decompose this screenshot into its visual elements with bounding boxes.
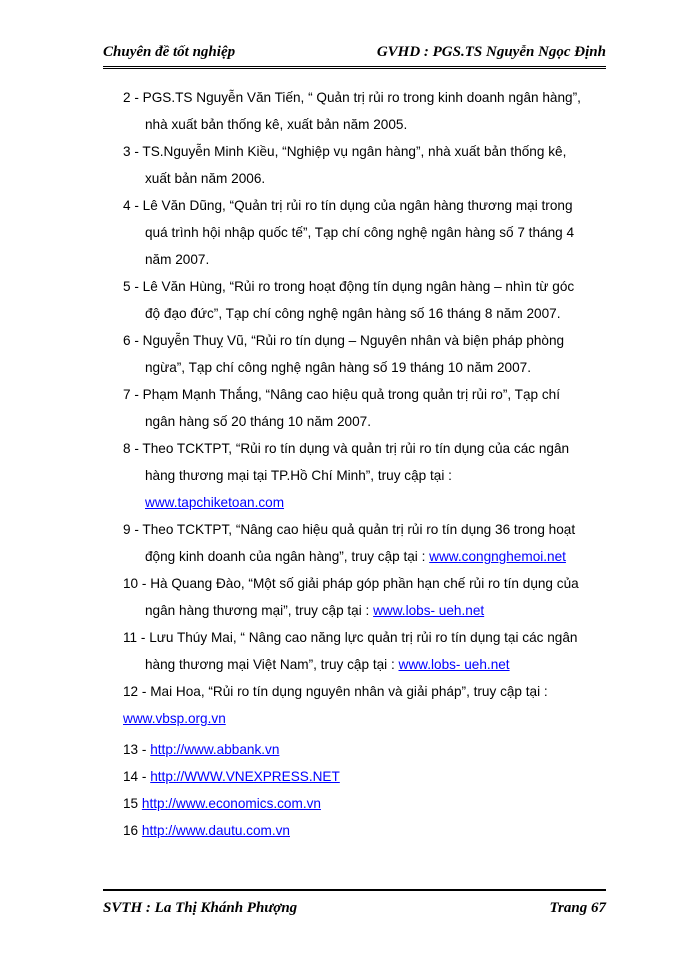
reference-item: 11 - Lưu Thúy Mai, “ Nâng cao năng lực quản trị rủi ro tín dụng tại các ngân hàng thương mại Việt Nam”, truy cập tại : www.lobs- ueh.net: [123, 630, 578, 672]
reference-link[interactable]: www.vbsp.org.vn: [123, 711, 226, 726]
reference-link[interactable]: www.lobs- ueh.net: [373, 603, 485, 618]
reference-link[interactable]: http://www.abbank.vn: [150, 742, 280, 757]
header-rule: [103, 66, 606, 71]
reference-item: 13 - http://www.abbank.vn: [123, 742, 280, 757]
reference-item: 10 - Hà Quang Đào, “Một số giải pháp góp phần hạn chế rủi ro tín dụng của ngân hàng thương mại”, truy cập tại : www.lobs- ueh.net: [123, 576, 579, 618]
reference-item: 14 - http://WWW.VNEXPRESS.NET: [123, 769, 340, 784]
reference-link[interactable]: www.lobs- ueh.net: [398, 657, 510, 672]
footer-left-text: SVTH : La Thị Khánh Phượng: [103, 900, 298, 916]
page-header: [103, 42, 606, 64]
reference-link[interactable]: www.tapchiketoan.com: [145, 495, 285, 510]
reference-link[interactable]: http://www.economics.com.vn: [141, 796, 321, 811]
reference-item: 15 http://www.economics.com.vn: [123, 796, 321, 811]
reference-link[interactable]: http://WWW.VNEXPRESS.NET: [150, 769, 340, 784]
reference-item: 6 - Nguyễn Thuỵ Vũ, “Rủi ro tín dụng – Nguyên nhân và biện pháp phòng ngừa”, Tạp chí công nghệ ngân hàng số 19 tháng 10 năm 2007.: [123, 333, 565, 375]
page-footer: [103, 900, 606, 920]
reference-item: 3 - TS.Nguyễn Minh Kiều, “Nghiệp vụ ngân hàng”, nhà xuất bản thống kê, xuất bản năm 2006.: [123, 144, 567, 186]
reference-list: [123, 84, 593, 844]
reference-item: 16 http://www.dautu.com.vn: [123, 823, 290, 838]
reference-item: 2 - PGS.TS Nguyễn Văn Tiến, “ Quản trị rủi ro trong kinh doanh ngân hàng”, nhà xuất bản thống kê, xuất bản năm 2005.: [123, 90, 581, 132]
footer-rule: [103, 889, 606, 891]
reference-item: 5 - Lê Văn Hùng, “Rủi ro trong hoạt động tín dụng ngân hàng – nhìn từ góc độ đạo đức”, Tạp chí công nghệ ngân hàng số 16 tháng 8 năm 2007.: [123, 279, 575, 321]
page-number: Trang 67: [549, 900, 606, 916]
reference-item: 4 - Lê Văn Dũng, “Quản trị rủi ro tín dụng của ngân hàng thương mại trong quá trình hội nhập quốc tế”, Tạp chí công nghệ ngân hàng số 7 tháng 4 năm 2007.: [123, 198, 575, 267]
reference-link[interactable]: www.congnghemoi.net: [429, 549, 566, 564]
reference-item: 8 - Theo TCKTPT, “Rủi ro tín dụng và quản trị rủi ro tín dụng của các ngân hàng thương mại tại TP.Hồ Chí Minh”, truy cập tại : www.tapchiketoan.com: [123, 441, 570, 510]
header-left-text: Chuyên đề tốt nghiệp: [103, 44, 236, 60]
reference-item: 9 - Theo TCKTPT, “Nâng cao hiệu quả quản trị rủi ro tín dụng 36 trong hoạt động kinh doanh của ngân hàng”, truy cập tại : www.congnghemoi.net: [123, 522, 576, 564]
reference-link[interactable]: http://www.dautu.com.vn: [141, 823, 290, 838]
reference-item: 12 - Mai Hoa, “Rủi ro tín dụng nguyên nhân và giải pháp”, truy cập tại : www.vbsp.org.vn: [123, 684, 548, 726]
header-right-text: GVHD : PGS.TS Nguyễn Ngọc Định: [376, 44, 606, 60]
reference-item: 7 - Phạm Mạnh Thắng, “Nâng cao hiệu quả trong quản trị rủi ro”, Tạp chí ngân hàng số 20 tháng 10 năm 2007.: [123, 387, 561, 429]
